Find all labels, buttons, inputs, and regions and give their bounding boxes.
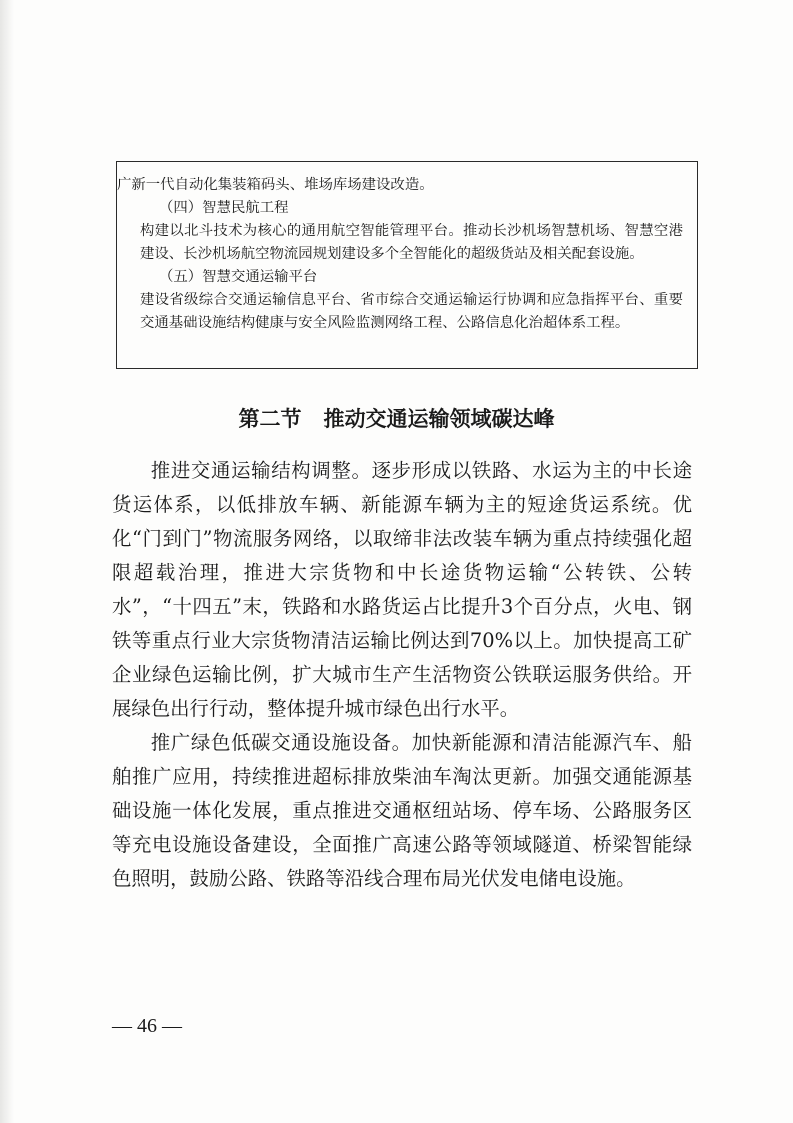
body-paragraph-facilities: 推广绿色低碳交通设施设备。加快新能源和清洁能源汽车、船舶推广应用，持续推进超标排放柴油车淘汰更新。加强交通能源基础设施一体化发展，重点推进交通枢纽站场、停车场、公路服务区等充电设施设备建设，全面推广高速公路等领域隧道、桥梁智能绿色照明，鼓励公路、铁路等沿线合理布局光伏发电储电设施。 (112, 731, 692, 890)
section-heading (0, 404, 793, 434)
section-title: 推动交通运输领域碳达峰 (323, 407, 555, 431)
section-number: 第二节 (238, 407, 302, 431)
body-text (112, 454, 692, 896)
box-line-continuation: 广新一代自动化集装箱码头、堆场库场建设改造。 (117, 177, 434, 193)
box-paragraph-civil-aviation: 构建以北斗技术为核心的通用航空智能管理平台。推动长沙机场智慧机场、智慧空港建设、长沙机场航空物流园规划建设多个全智能化的超级货站及相关配套设施。 (140, 223, 683, 262)
page-fold-shadow (0, 0, 14, 1123)
body-paragraph-structure: 推进交通运输结构调整。逐步形成以铁路、水运为主的中长途货运体系，以低排放车辆、新能源车辆为主的短途货运系统。优化“门到门”物流服务网络，以取缔非法改装车辆为重点持续强化超限超载治理，推进大宗货物和中长途货物运输“公转铁、公转水”，“十四五”末，铁路和水路货运占比提升3个百分点，火电、钢铁等重点行业大宗货物清洁运输比例达到70%以上。加快提高工矿企业绿色运输比例，扩大城市生产生活物资公铁联运服务供给。开展绿色出行行动，整体提升城市绿色出行水平。 (112, 459, 692, 720)
page-number: — 46 — (112, 1015, 182, 1037)
boxed-excerpt (116, 161, 698, 369)
box-paragraph-transport-platform: 建设省级综合交通运输信息平台、省市综合交通运输运行协调和应急指挥平台、重要交通基础设施结构健康与安全风险监测网络工程、公路信息化治超体系工程。 (140, 292, 683, 331)
box-heading-civil-aviation: （四）智慧民航工程 (159, 200, 289, 216)
box-heading-transport-platform: （五）智慧交通运输平台 (159, 269, 318, 285)
